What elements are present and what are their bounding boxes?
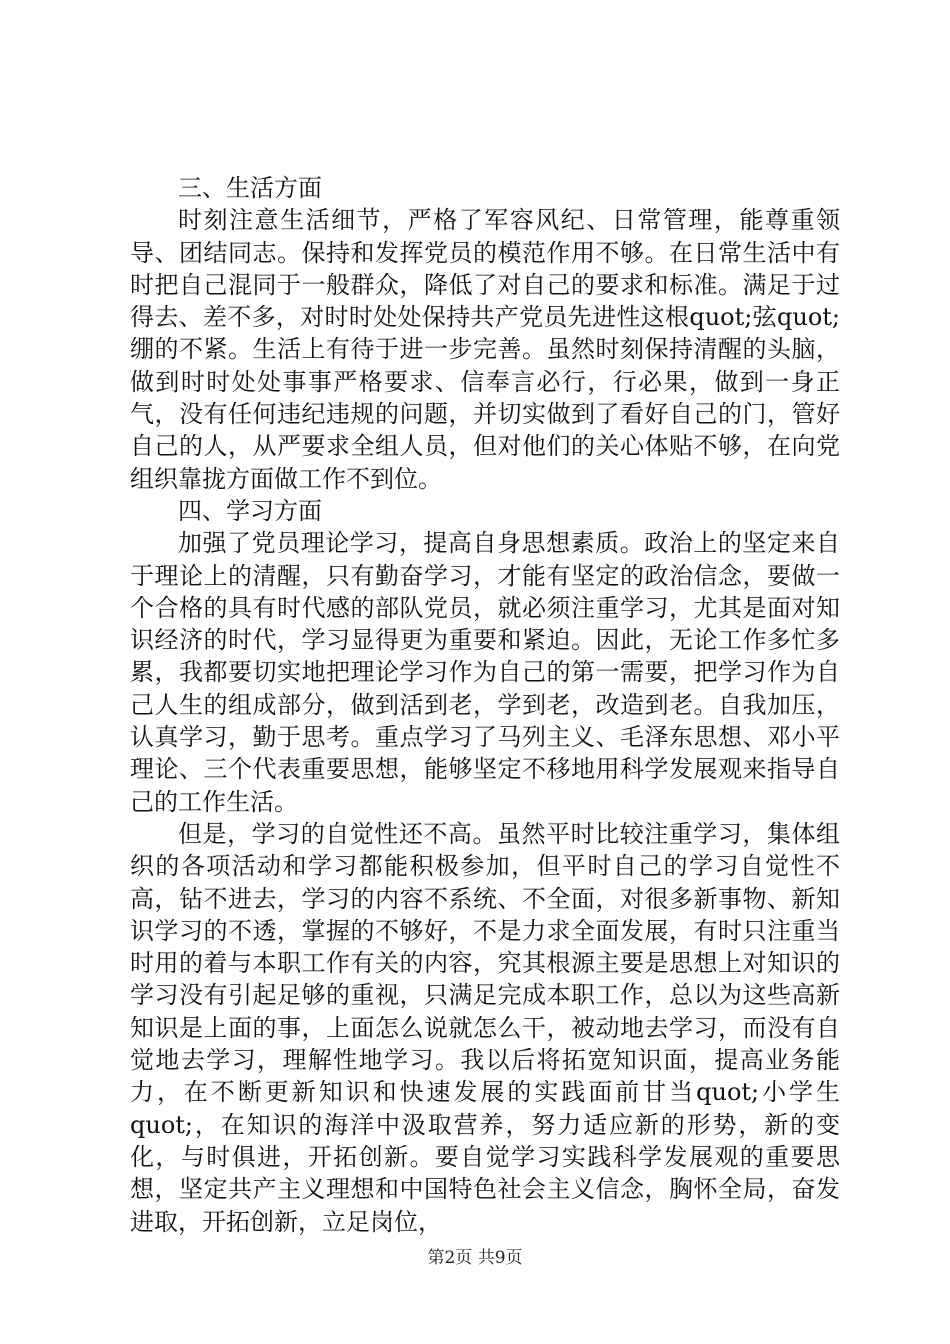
page-number: 第2页 共9页	[427, 1248, 523, 1268]
heading-study: 四、学习方面	[178, 496, 322, 525]
document-body	[130, 172, 840, 1238]
paragraph-study-1: 加强了党员理论学习，提高自身思想素质。政治上的坚定来自于理论上的清醒，只有勤奋学习，才能有坚定的政治信念，要做一个合格的具有时代感的部队党员，就必须注重学习，尤其是面对知识经济的时代，学习显得更为重要和紧迫。因此，无论工作多忙多累，我都要切实地把理论学习作为自己的第一需要，把学习作为自己人生的组成部分，做到活到老，学到老，改造到老。自我加压，认真学习，勤于思考。重点学习了马列主义、毛泽东思想、邓小平理论、三个代表重要思想，能够坚定不移地用科学发展观来指导自己的工作生活。	[130, 529, 840, 816]
paragraph-life: 时刻注意生活细节，严格了军容风纪、日常管理，能尊重领导、团结同志。保持和发挥党员的模范作用不够。在日常生活中有时把自己混同于一般群众，降低了对自己的要求和标准。满足于过得去、差不多，对时时处处保持共产党员先进性这根quot;弦quot;绷的不紧。生活上有待于进一步完善。虽然时刻保持清醒的头脑，做到时时处处事事严格要求、信奉言必行，行必果，做到一身正气，没有任何违纪违规的问题，并切实做到了看好自己的门，管好自己的人，从严要求全组人员，但对他们的关心体贴不够，在向党组织靠拢方面做工作不到位。	[130, 206, 840, 493]
paragraph-study-2: 但是，学习的自觉性还不高。虽然平时比较注重学习，集体组织的各项活动和学习都能积极参加，但平时自己的学习自觉性不高，钻不进去，学习的内容不系统、不全面，对很多新事物、新知识学习的不透，掌握的不够好，不是力求全面发展，有时只注重当时用的着与本职工作有关的内容，究其根源主要是思想上对知识的学习没有引起足够的重视，只满足完成本职工作，总以为这些高新知识是上面的事，上面怎么说就怎么干，被动地去学习，而没有自觉地去学习，理解性地学习。我以后将拓宽知识面，提高业务能力，在不断更新知识和快速发展的实践面前甘当quot;小学生quot;，在知识的海洋中汲取营养，努力适应新的形势，新的变化，与时俱进，开拓创新。要自觉学习实践科学发展观的重要思想，坚定共产主义理想和中国特色社会主义信念，胸怀全局，奋发进取，开拓创新，立足岗位，	[130, 819, 840, 1236]
heading-life: 三、生活方面	[178, 174, 322, 202]
